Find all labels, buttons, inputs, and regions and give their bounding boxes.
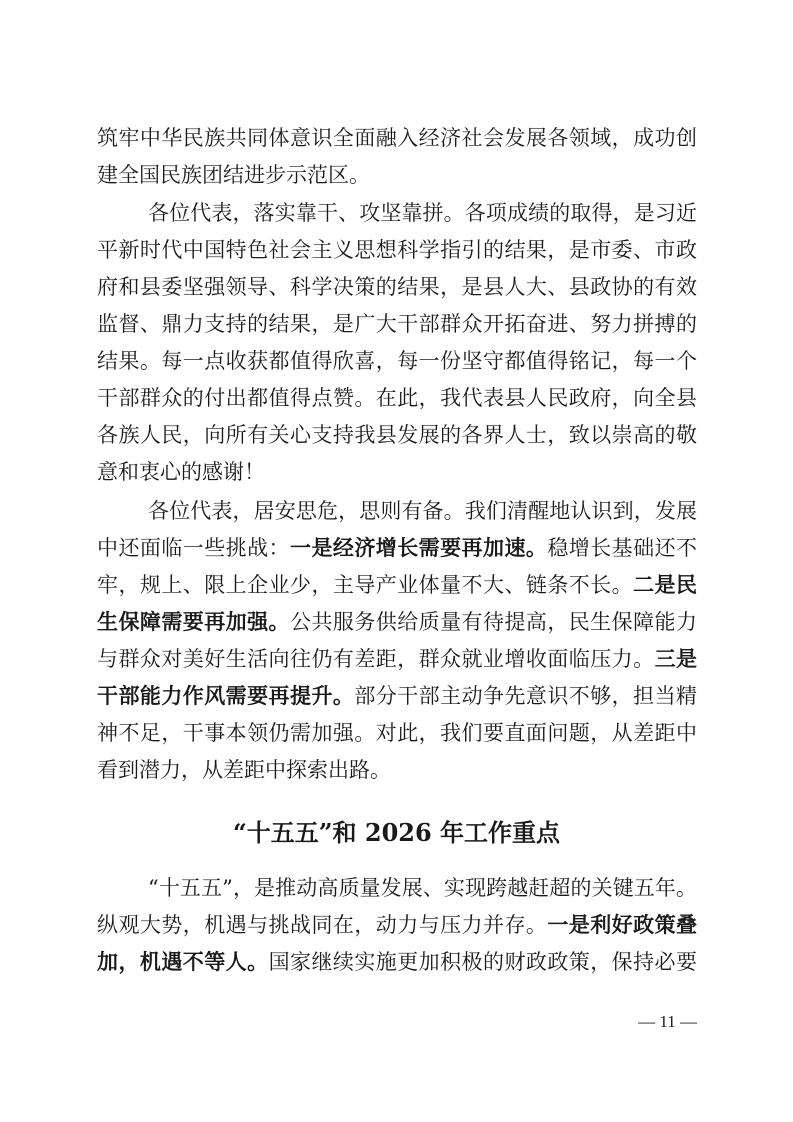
text-line — [97, 532, 697, 564]
text-line — [97, 909, 697, 941]
text-run: 与群众对美好生活向往仍有差距，群众就业增收面临压力。 — [97, 647, 655, 671]
text-line: 意和衷心的感谢！ — [97, 460, 265, 484]
text-line — [97, 946, 697, 978]
text-run: 国家继续实施更加积极的财政政策，保持必要 — [268, 950, 698, 974]
text-line: 府和县委坚强领导、科学决策的结果，是县人大、县政协的有效 — [97, 275, 697, 299]
text-line: 平新时代中国特色社会主义思想科学指引的结果，是市委、市政 — [97, 238, 697, 262]
text-line — [97, 569, 697, 601]
text-run: 部分干部主动争先意识不够，担当精 — [354, 684, 698, 708]
emphasis-text: 干部能力作风需要再提升。 — [97, 683, 355, 708]
emphasis-text: 生保障需要再加强。 — [97, 609, 290, 634]
text-line: 干部群众的付出都值得点赞。在此，我代表县人民政府，向全县 — [97, 386, 697, 410]
text-line: 神不足，干事本领仍需加强。对此，我们要直面问题，从差距中 — [97, 721, 697, 745]
emphasis-text: 一是利好政策叠 — [547, 912, 698, 937]
section-heading: “十五五”和 2026 年工作重点 — [232, 818, 561, 847]
text-run: 公共服务供给质量有待提高，民生保障能力 — [290, 610, 697, 634]
text-line — [97, 606, 697, 638]
text-line: “十五五”，是推动高质量发展、实现跨越赶超的关键五年。 — [148, 876, 697, 900]
text-line — [97, 680, 697, 712]
text-line: 看到潜力，从差距中探索出路。 — [97, 758, 391, 782]
text-run: 稳增长基础还不 — [547, 536, 698, 560]
emphasis-text: 二是民 — [633, 572, 697, 597]
text-line: 各位代表，居安思危，思则有备。我们清醒地认识到，发展 — [148, 499, 697, 523]
text-line: 筑牢中华民族共同体意识全面融入经济社会发展各领域，成功创 — [97, 126, 697, 150]
emphasis-text: 一是经济增长需要再加速。 — [290, 535, 548, 560]
text-run: 纵观大势，机遇与挑战同在，动力与压力并存。 — [97, 913, 548, 937]
text-line: 监督、鼎力支持的结果，是广大干部群众开拓奋进、努力拼搏的 — [97, 312, 697, 336]
text-line — [97, 643, 697, 675]
text-run: 中还面临一些挑战： — [97, 536, 290, 560]
emphasis-text: 三是 — [654, 646, 698, 671]
text-run: 牢，规上、限上企业少，主导产业体量不大、链条不长。 — [97, 573, 634, 597]
emphasis-text: 加，机遇不等人。 — [97, 949, 269, 974]
text-line: 建全国民族团结进步示范区。 — [97, 163, 370, 187]
page-number: — 11 — — [638, 1012, 697, 1031]
text-line: 各族人民，向所有关心支持我县发展的各界人士，致以崇高的敬 — [97, 423, 697, 447]
text-line: 各位代表，落实靠干、攻坚靠拼。各项成绩的取得，是习近 — [148, 201, 697, 225]
text-line: 结果。每一点收获都值得欣喜，每一份坚守都值得铭记，每一个 — [97, 349, 697, 373]
